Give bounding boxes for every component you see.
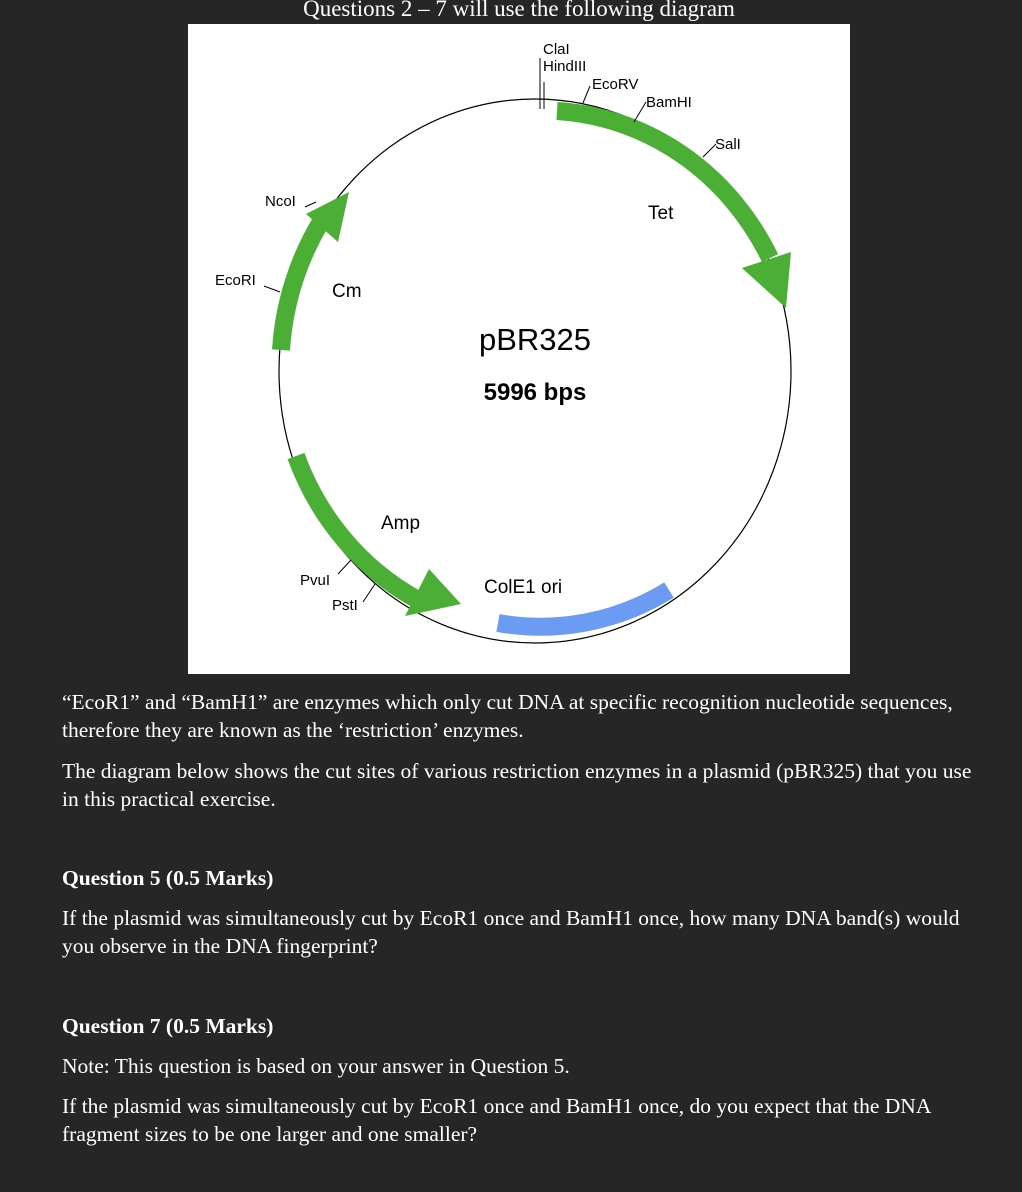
- ecorv-label: EcoRV: [592, 76, 639, 93]
- psti-tick: [363, 584, 375, 602]
- ecori-tick: [264, 286, 280, 292]
- bamhi-tick: [634, 102, 646, 122]
- question-7-note: Note: This question is based on your answer in Question 5.: [62, 1054, 570, 1078]
- clai-label: ClaI: [543, 41, 570, 58]
- cm-label: Cm: [332, 281, 362, 302]
- pvui-label: PvuI: [300, 572, 331, 589]
- hindiii-label: HindIII: [543, 58, 587, 75]
- plasmid-size: 5996 bps: [483, 379, 587, 406]
- plasmid-map: [188, 24, 850, 674]
- plasmid-map-figure: [188, 24, 850, 674]
- tet-arrowhead: [742, 252, 791, 308]
- ecori-label: EcoRI: [215, 272, 256, 289]
- intro-paragraph-2: The diagram below shows the cut sites of various restriction enzymes in a plasmid (pBR325) that you use in this practical exercise.: [62, 759, 972, 811]
- amp-label: Amp: [381, 513, 421, 534]
- cole1-ori-label: ColE1 ori: [484, 577, 563, 598]
- question-5-text: If the plasmid was simultaneously cut by EcoR1 once and BamH1 once, how many DNA band(s) would you observe in the DNA fingerprint?: [62, 906, 960, 958]
- ecorv-tick: [583, 86, 590, 103]
- plasmid-name: pBR325: [478, 322, 592, 357]
- ncoi-tick: [305, 202, 316, 207]
- question-5-title: Question 5 (0.5 Marks): [62, 866, 274, 890]
- psti-label: PstI: [332, 597, 358, 614]
- question-7-text: If the plasmid was simultaneously cut by EcoR1 once and BamH1 once, do you expect that the DNA fragment sizes to be one larger and one smaller?: [62, 1094, 931, 1146]
- ncoi-label: NcoI: [265, 193, 296, 210]
- tet-label: Tet: [648, 203, 674, 224]
- sali-label: SalI: [715, 136, 741, 153]
- cm-gene-arrow: [281, 220, 322, 350]
- question-7-title: Question 7 (0.5 Marks): [62, 1014, 274, 1038]
- diagram-heading: Questions 2 – 7 will use the following diagram: [303, 0, 735, 21]
- tet-gene-arrow: [557, 111, 770, 258]
- bamhi-label: BamHI: [646, 94, 692, 111]
- intro-paragraph-1: “EcoR1” and “BamH1” are enzymes which only cut DNA at specific recognition nucleotide sequences, therefore they are known as the ‘restriction’ enzymes.: [62, 690, 953, 742]
- pvui-tick: [338, 560, 351, 574]
